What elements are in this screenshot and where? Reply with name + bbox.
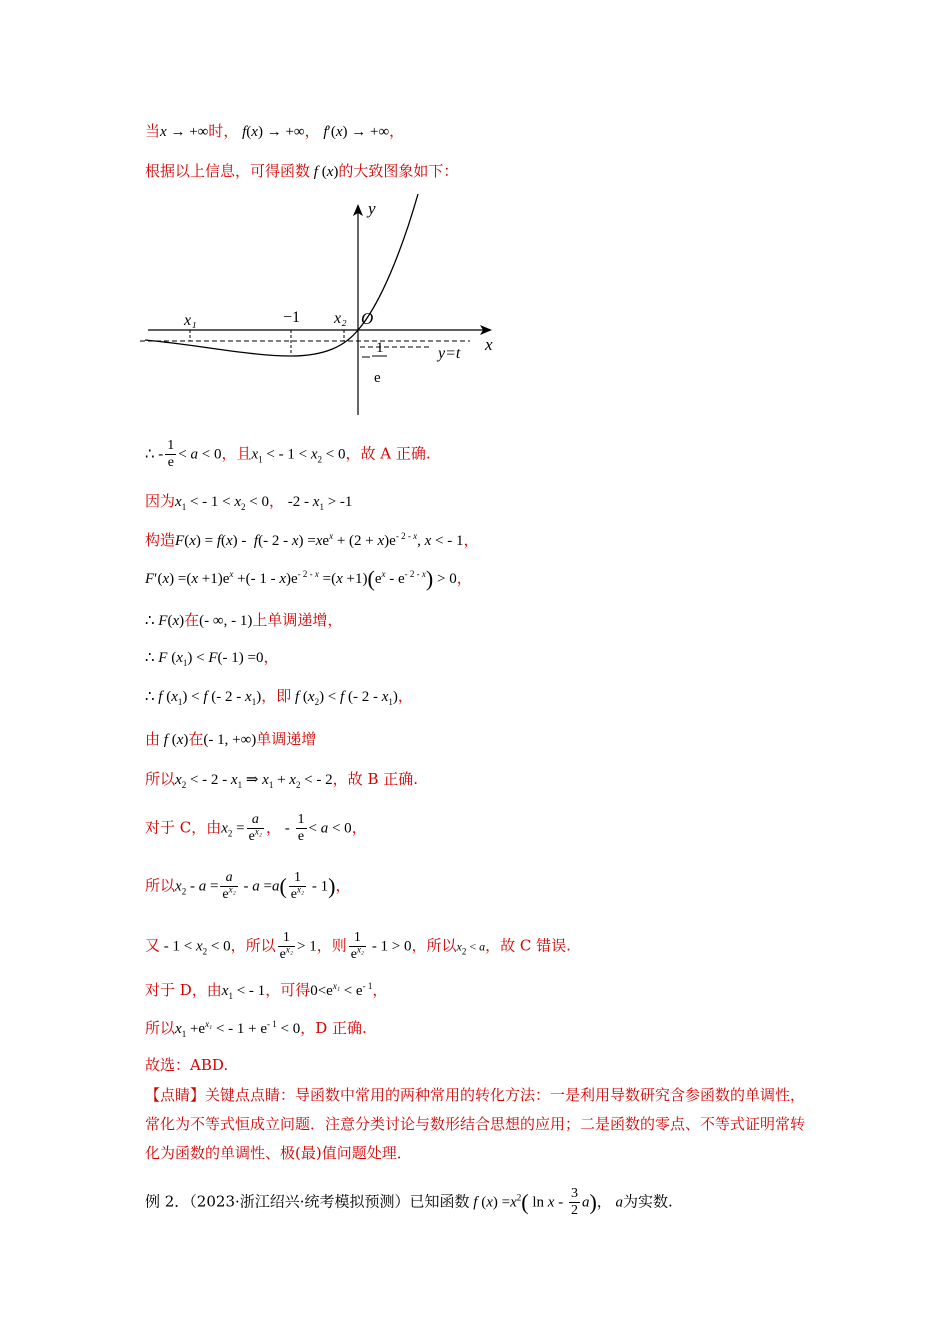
- line-8: ∴ F $(x_1) < F(-$ 1) =0，: [145, 648, 279, 668]
- function-graph: [140, 190, 510, 420]
- line-4: 因为$x_1$ < - $1 < x_2 < 0$， $-2 - x_1 > -1$: [145, 492, 353, 512]
- curve-f: [145, 194, 418, 356]
- label-neg1: −1: [283, 309, 301, 326]
- label-x: x: [485, 335, 493, 354]
- line-7: ∴ F(x)在(- ∞, - 1)上单调递增，: [145, 611, 343, 629]
- label-yt: y=t: [438, 345, 461, 362]
- line-2: 根据以上信息，可得函数 f (x)的大致图象如下：: [145, 162, 459, 180]
- line-6: $F'(x) =(x +1)e^x$ +(- $1 - x)e^{- 2 - x} =(x +1)(e^x - e^{- 2 - x}) > 0$，: [145, 566, 472, 591]
- line-5: 构造F(x) = f(x) - f(- $2 - x) =xe^x + (2 + x)e^{- 2 - x}$, x < - 1，: [145, 531, 479, 549]
- line-1: 当x → +∞时， f(x) → +∞， f′(x) → +∞，: [145, 122, 405, 140]
- line-15: 对于 D，由$x_1$ < - 1，可得$0<e^{x_1} < e^{- 1}$，: [145, 981, 388, 1001]
- label-origin: O: [361, 309, 374, 328]
- line-3: ∴ - $\frac{1}{e}$ < a < 0，且$x_1$ < - $1 < x_2 < 0$，故 A 正确.: [145, 438, 431, 470]
- line-17: 故选：ABD.: [145, 1056, 229, 1074]
- line-16: 所以$x_1 +e^{x_1}$ < - $1 + e^{- 1} < 0$，D 正确.: [145, 1019, 367, 1039]
- line-14: 又 - $1 < x_2 < 0$，所以 $\frac{1}{e^{x_2}}$ > 1，则 $\frac{1}{e^{x_2}}$ - 1 > 0，所以$x_2 < a$，故 C 错误.: [145, 930, 571, 962]
- label-x1: x₁: [184, 312, 197, 329]
- label-x2: x₂: [334, 310, 347, 327]
- line-9: ∴ f $(x_1) < f$ (- $2 - x_1$)，即 f $(x_2) < f$ (- $2 - x_1$)，: [145, 687, 413, 707]
- line-13: 所以$x_2$ - a = $\frac{a}{e^{x_2}}$ - a =a( $\frac{1}{e^{x_2}}$ - 1)，: [145, 870, 351, 902]
- key-point-note: 【点睛】关键点点睛：导函数中常用的两种常用的转化方法：一是利用导数研究含参函数的单调性，常化为不等式恒成立问题．注意分类讨论与数形结合思想的应用；二是函数的零点、不等式证明常转化为函数的单调性、极(最)值问题处理．: [145, 1086, 806, 1162]
- line-11: 所以$x_2$ < - $2 - x_1$ ⇒ $x_1 + x_2$ < - 2，故 B 正确.: [145, 770, 418, 790]
- label-one: 1: [376, 340, 384, 356]
- line-10: 由 f (x)在(- 1, +∞)单调递增: [145, 730, 317, 748]
- line-12: 对于 C，由$x_2$ = $\frac{a}{e^{x_2}}$ ， - $\frac{1}{e}$ < a < 0，: [145, 812, 367, 844]
- label-e: e: [374, 370, 381, 386]
- label-y: y: [368, 199, 376, 218]
- example-2: 例 2．（2023·浙江绍兴·统考模拟预测）已知函数 f $(x) =x^2$( ln x - $\frac{3}{2}$ a)， a为实数.: [145, 1186, 673, 1218]
